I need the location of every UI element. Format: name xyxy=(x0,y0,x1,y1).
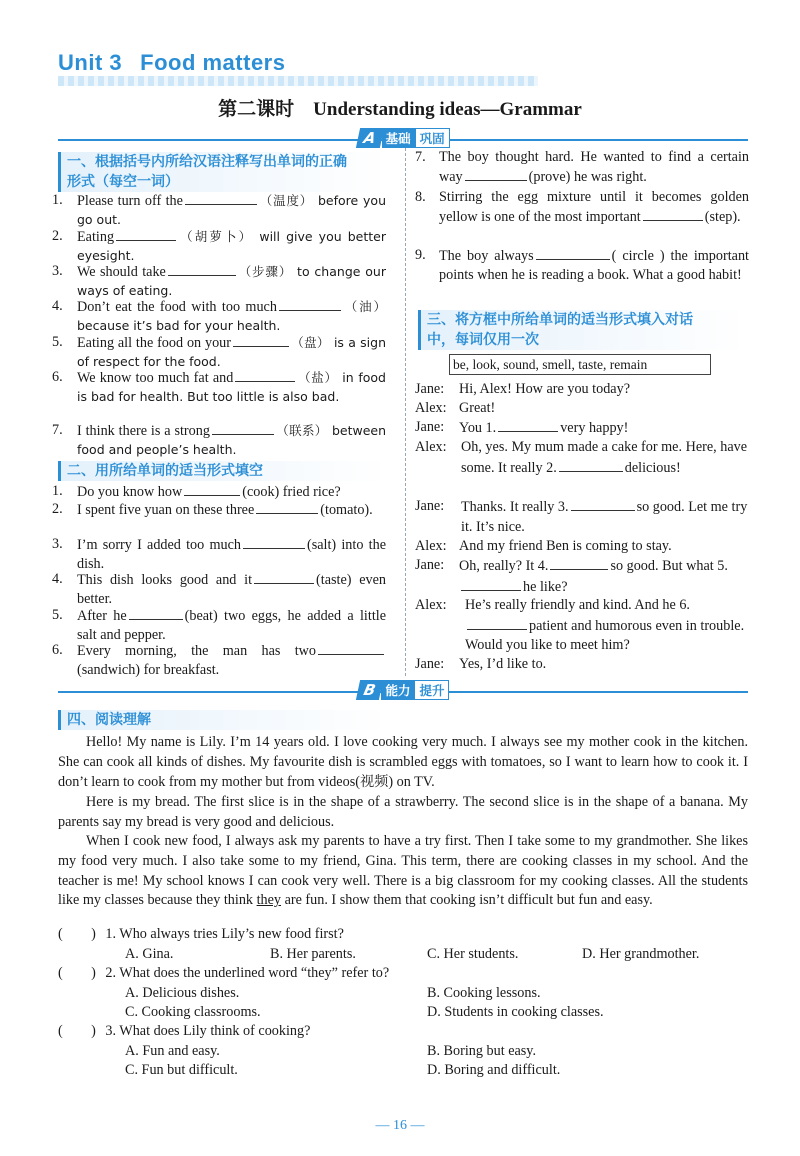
title-stripe-decoration xyxy=(58,76,538,86)
option[interactable]: B. Cooking lessons. xyxy=(427,985,541,1001)
s2-item-8 xyxy=(415,188,749,226)
item-text: The boy thought hard. He wanted to find a certain way xyxy=(439,149,749,185)
question-2 xyxy=(58,964,389,984)
question-stem: 1. Who always tries Lily’s new food first? xyxy=(105,926,344,942)
section3-heading-line2: 中，每词仅用一次 xyxy=(427,332,539,348)
passage-text: When I cook new food, I always ask my parents to have a try first. Then I take some to my grandmother. She likes my food very much. I also take some to my friend, Gina. This term, there are cooking classes in my school. And the teacher is me! My school knows I can cook very well. There is a big classroom for my cooking classes. All the students like my classes because they think xyxy=(58,833,748,909)
speaker: Alex: xyxy=(415,439,447,455)
item-text: (prove) he was right. xyxy=(528,168,647,185)
s1-item-6 xyxy=(52,368,386,406)
item-text: The boy always xyxy=(439,248,534,264)
answer-blank[interactable] xyxy=(643,207,703,221)
banner-b-badge xyxy=(358,680,449,700)
speaker: Alex: xyxy=(415,400,447,416)
item-text: (sandwich) for breakfast. xyxy=(77,661,220,678)
item-text: Please turn off the xyxy=(77,193,183,209)
s2-item-6 xyxy=(52,641,386,679)
question-1 xyxy=(58,925,344,945)
dialogue-line xyxy=(415,399,749,419)
section1-heading xyxy=(58,152,388,192)
item-text: Every morning, the man has two xyxy=(77,643,316,659)
option[interactable]: C. Her students. xyxy=(427,946,519,962)
speaker: Jane: xyxy=(415,557,445,573)
s2-item-3 xyxy=(52,535,386,573)
banner-a-letter: A xyxy=(356,128,384,148)
passage-text: are fun. I show them that cooking isn’t difficult but fun and easy. xyxy=(284,892,653,909)
dialogue-text: Hi, Alex! How are you today? xyxy=(459,381,630,397)
speaker: Alex: xyxy=(415,538,447,554)
dialogue-text: Yes, I’d like to. xyxy=(459,656,547,672)
option[interactable]: B. Boring but easy. xyxy=(427,1043,537,1059)
item-text: （油） because it’s bad for your health. xyxy=(77,299,386,333)
question-3 xyxy=(58,1022,310,1042)
dialogue-text: He’s really friendly and kind. And he 6. xyxy=(465,597,690,613)
item-number: 2. xyxy=(52,228,63,244)
option[interactable]: A. Gina. xyxy=(125,946,174,962)
answer-blank[interactable] xyxy=(571,497,635,511)
option[interactable]: C. Cooking classrooms. xyxy=(125,1004,261,1020)
option[interactable]: D. Boring and difficult. xyxy=(427,1062,561,1078)
item-text: (step). xyxy=(704,208,741,225)
item-text: (cook) fried rice? xyxy=(242,484,341,500)
answer-blank[interactable] xyxy=(116,227,176,241)
option[interactable]: D. Students in cooking classes. xyxy=(427,1004,604,1020)
answer-blank[interactable] xyxy=(318,641,384,655)
speaker: Jane: xyxy=(415,381,445,397)
answer-blank[interactable] xyxy=(254,570,314,584)
s1-item-2 xyxy=(52,227,386,265)
item-number: 1. xyxy=(52,483,63,499)
banner-b-text1: 能力 xyxy=(381,680,414,700)
option[interactable]: D. Her grandmother. xyxy=(582,946,700,962)
dialogue-text: delicious! xyxy=(624,459,681,476)
answer-blank[interactable] xyxy=(233,333,289,347)
column-divider xyxy=(405,148,406,676)
passage-paragraph-2: Here is my bread. The first slice is in the shape of a strawberry. The second slice is in the shape of a banana. My parents say my bread is very good and delicious. xyxy=(58,794,748,830)
question-stem: 3. What does Lily think of cooking? xyxy=(105,1023,311,1039)
dialogue-text: Oh, really? It 4. xyxy=(459,558,549,574)
speaker: Jane: xyxy=(415,656,445,672)
dialogue-line xyxy=(415,537,749,557)
answer-blank[interactable] xyxy=(184,482,240,496)
item-text: （步骤） to change our ways of eating. xyxy=(77,264,386,298)
answer-paren[interactable]: ( ) xyxy=(58,965,96,981)
item-text: （胡萝卜） will give you better eyesight. xyxy=(77,229,386,263)
unit-title xyxy=(58,50,285,76)
item-number: 5. xyxy=(52,607,63,623)
item-text: Stirring the egg mixture until it becomes golden yellow is one of the most important xyxy=(439,189,749,225)
dialogue-line xyxy=(415,418,749,439)
answer-paren[interactable]: ( ) xyxy=(58,1023,96,1039)
dialogue-line xyxy=(415,596,749,656)
item-text: （盘） is a sign of respect for the food. xyxy=(77,335,386,369)
dialogue-text: Oh, yes. My mum made a cake for me. Here, have some. It really 2. xyxy=(461,439,748,476)
s1-item-5 xyxy=(52,333,386,371)
dialogue-text: he like? xyxy=(523,578,568,595)
s2-item-5 xyxy=(52,606,386,644)
passage-paragraph-1: Hello! My name is Lily. I’m 14 years old. I love cooking very much. I always see my mother cook in the kitchen. She can cook all kinds of dishes. My favourite dish is scrambled eggs with tomatoes, so I want to learn how to cook it. I don’t learn to cook from my mother but from videos(视频) on TV. xyxy=(58,734,748,790)
item-text: (salt) into the dish. xyxy=(77,537,386,572)
s2-item-1 xyxy=(52,482,386,502)
item-text: After he xyxy=(77,608,127,624)
item-number: 6. xyxy=(52,642,63,658)
option[interactable]: C. Fun but difficult. xyxy=(125,1062,238,1078)
dialogue-text: so good. Let me try it. It’s nice. xyxy=(461,499,748,535)
s1-item-1 xyxy=(52,191,386,229)
banner-a-text1: 基础 xyxy=(382,128,415,148)
unit-name: Food matters xyxy=(140,50,286,75)
item-text: ( circle ) the important points when he is reading a book. What a good habit! xyxy=(439,248,749,283)
s1-item-4 xyxy=(52,297,386,335)
dialogue-line xyxy=(415,497,749,537)
s2-item-2 xyxy=(52,500,386,520)
section1-heading-line2: 形式（每空一词） xyxy=(67,174,179,190)
item-number: 1. xyxy=(52,192,63,208)
item-text: Eating all the food on your xyxy=(77,335,231,351)
banner-a-badge xyxy=(358,128,450,148)
dialogue-text: patient and humorous even in trouble. Would you like to meet him? xyxy=(465,617,745,653)
item-text: (beat) two eggs, he added a little salt and pepper. xyxy=(77,608,386,643)
answer-blank[interactable] xyxy=(235,368,295,382)
dialogue-text: And my friend Ben is coming to stay. xyxy=(459,538,672,554)
item-text: （温度） before you go out. xyxy=(77,193,386,227)
item-text: （联系） between food and people’s health. xyxy=(77,423,386,457)
answer-blank[interactable] xyxy=(465,167,527,181)
item-text: (tomato). xyxy=(320,502,373,518)
dialogue-text: so good. But what 5. xyxy=(610,558,728,574)
item-number: 3. xyxy=(52,536,63,552)
item-text: I spent five yuan on these three xyxy=(77,502,255,518)
section2-heading: 二、用所给单词的适当形式填空 xyxy=(58,461,388,481)
item-number: 3. xyxy=(52,263,63,279)
speaker: Alex: xyxy=(415,597,447,613)
item-number: 7. xyxy=(52,422,63,438)
answer-blank[interactable] xyxy=(243,535,305,549)
item-number: 2. xyxy=(52,501,63,517)
answer-blank[interactable] xyxy=(559,458,623,472)
word-box: be, look, sound, smell, taste, remain xyxy=(449,354,711,375)
passage-paragraph-3 xyxy=(58,832,748,911)
answer-blank[interactable] xyxy=(212,421,274,435)
item-text: (taste) even better. xyxy=(77,572,386,607)
s2-item-4 xyxy=(52,570,386,608)
banner-a-text2: 巩固 xyxy=(415,128,450,148)
item-number: 6. xyxy=(52,369,63,385)
option[interactable]: A. Fun and easy. xyxy=(125,1043,220,1059)
item-number: 8. xyxy=(415,189,426,205)
s1-item-3 xyxy=(52,262,386,300)
dialogue-text: Thanks. It really 3. xyxy=(461,499,569,515)
item-text: I think there is a strong xyxy=(77,423,210,439)
underlined-word: they xyxy=(256,892,282,909)
dialogue-text: Great! xyxy=(459,400,496,416)
page-number: — 16 — xyxy=(375,1118,425,1133)
item-text: We should take xyxy=(77,264,166,280)
item-text: Do you know how xyxy=(77,484,183,500)
item-text: I’m sorry I added too much xyxy=(77,537,241,553)
item-text: （盐） in food is bad for health. But too little is also bad. xyxy=(77,370,386,404)
unit-label: Unit 3 xyxy=(58,50,123,75)
s1-item-7 xyxy=(52,421,386,459)
speaker: Jane: xyxy=(415,498,445,514)
dialogue-line xyxy=(415,380,749,400)
item-text: Don’t eat the food with too much xyxy=(77,299,277,315)
question-stem: 2. What does the underlined word “they” refer to? xyxy=(105,965,390,981)
banner-b-text2: 提升 xyxy=(414,680,449,700)
dialogue-text: You 1. xyxy=(459,420,497,436)
banner-b xyxy=(58,680,748,700)
item-number: 4. xyxy=(52,298,63,314)
dialogue-line xyxy=(415,438,749,478)
lesson-title: 第二课时 Understanding ideas—Grammar xyxy=(218,99,582,120)
answer-blank[interactable] xyxy=(550,556,608,570)
option[interactable]: B. Her parents. xyxy=(270,946,356,962)
section1-heading-line1: 一、根据括号内所给汉语注释写出单词的正确 xyxy=(67,154,347,170)
dialogue-text: very happy! xyxy=(560,420,629,436)
banner-b-letter: B xyxy=(356,680,384,700)
item-text: This dish looks good and it xyxy=(77,572,253,588)
section3-heading-line1: 三、将方框中所给单词的适当形式填入对话 xyxy=(427,312,693,328)
answer-blank[interactable] xyxy=(498,418,558,432)
answer-blank[interactable] xyxy=(279,297,341,311)
option[interactable]: A. Delicious dishes. xyxy=(125,985,240,1001)
answer-paren[interactable]: ( ) xyxy=(58,926,96,942)
item-text: We know too much fat and xyxy=(77,370,234,386)
item-number: 9. xyxy=(415,247,426,263)
s2-item-9 xyxy=(415,246,749,284)
speaker: Jane: xyxy=(415,419,445,435)
s2-item-7 xyxy=(415,148,749,186)
answer-blank[interactable] xyxy=(461,577,521,591)
banner-a xyxy=(58,128,748,148)
item-text: Eating xyxy=(77,229,115,245)
dialogue-line xyxy=(415,556,749,597)
answer-blank[interactable] xyxy=(536,246,610,260)
section4-heading: 四、阅读理解 xyxy=(58,710,388,730)
item-number: 5. xyxy=(52,334,63,350)
item-number: 4. xyxy=(52,571,63,587)
item-number: 7. xyxy=(415,149,426,165)
section3-heading xyxy=(418,310,748,350)
answer-blank[interactable] xyxy=(129,606,183,620)
answer-blank[interactable] xyxy=(467,616,527,630)
answer-blank[interactable] xyxy=(256,500,318,514)
answer-blank[interactable] xyxy=(185,191,257,205)
dialogue-line xyxy=(415,655,749,675)
answer-blank[interactable] xyxy=(168,262,236,276)
